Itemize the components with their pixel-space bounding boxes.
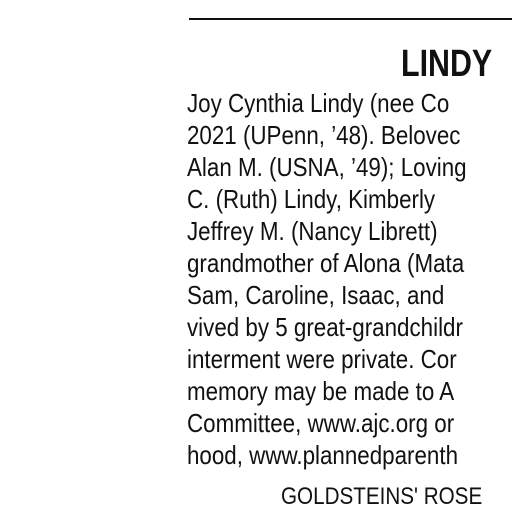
obituary-text-line: memory may be made to A — [187, 376, 455, 406]
obituary-text-line: Jeffrey M. (Nancy Librett) — [187, 216, 438, 246]
obituary-text-line: C. (Ruth) Lindy, Kimberly — [187, 184, 436, 214]
obituary-text-line: Sam, Caroline, Isaac, and — [187, 280, 445, 310]
top-divider — [189, 18, 512, 20]
obituary-text-line: Committee, www.ajc.org or — [187, 408, 455, 438]
obituary-text-line: Alan M. (USNA, ’49); Loving — [187, 152, 467, 182]
obituary-text-line: hood, www.plannedparenth — [187, 440, 459, 470]
funeral-home-signature: GOLDSTEINS' ROSE — [281, 483, 483, 510]
obituary-text-line: interment were private. Cor — [187, 344, 457, 374]
obituary-surname-heading: LINDY — [401, 43, 493, 85]
obituary-text-line: grandmother of Alona (Mata — [187, 248, 465, 278]
obituary-text-line: Joy Cynthia Lindy (nee Co — [187, 88, 450, 118]
obituary-text-line: 2021 (UPenn, ’48). Belovec — [187, 120, 461, 150]
obituary-text-line: vived by 5 great-grandchildr — [187, 312, 463, 342]
